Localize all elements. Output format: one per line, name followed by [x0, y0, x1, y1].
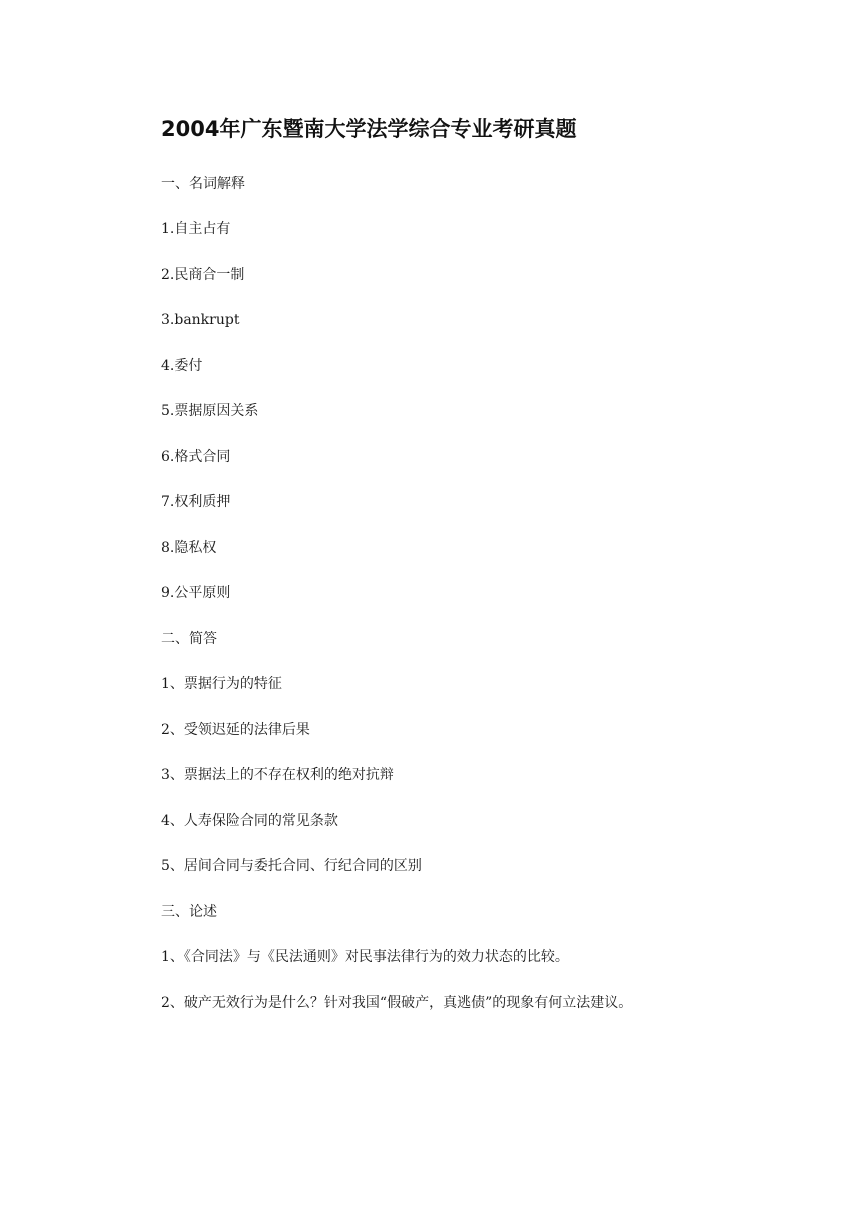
section-heading-short-answer: 二、简答	[161, 631, 217, 647]
term-item: 7.权利质押	[161, 494, 231, 510]
term-item: 4.委付	[161, 358, 203, 374]
term-item: 2.民商合一制	[161, 267, 245, 283]
essay-item: 2、破产无效行为是什么？针对我国“假破产，真逃债”的现象有何立法建议。	[161, 995, 633, 1011]
short-answer-item: 2、受领迟延的法律后果	[161, 722, 310, 738]
section-heading-terms: 一、名词解释	[161, 176, 245, 192]
term-item: 5.票据原因关系	[161, 403, 259, 419]
short-answer-item: 3、票据法上的不存在权利的绝对抗辩	[161, 767, 394, 783]
term-item: 8.隐私权	[161, 540, 217, 556]
term-item: 3.bankrupt	[161, 312, 240, 328]
term-item: 9.公平原则	[161, 585, 231, 601]
document-title: 2004年广东暨南大学法学综合专业考研真题	[161, 117, 577, 141]
essay-item: 1、《合同法》与《民法通则》对民事法律行为的效力状态的比较。	[161, 949, 569, 965]
term-item: 6.格式合同	[161, 449, 231, 465]
short-answer-item: 4、人寿保险合同的常见条款	[161, 813, 338, 829]
section-heading-essay: 三、论述	[161, 904, 217, 920]
short-answer-item: 1、票据行为的特征	[161, 676, 282, 692]
short-answer-item: 5、居间合同与委托合同、行纪合同的区别	[161, 858, 422, 874]
term-item: 1.自主占有	[161, 221, 231, 237]
